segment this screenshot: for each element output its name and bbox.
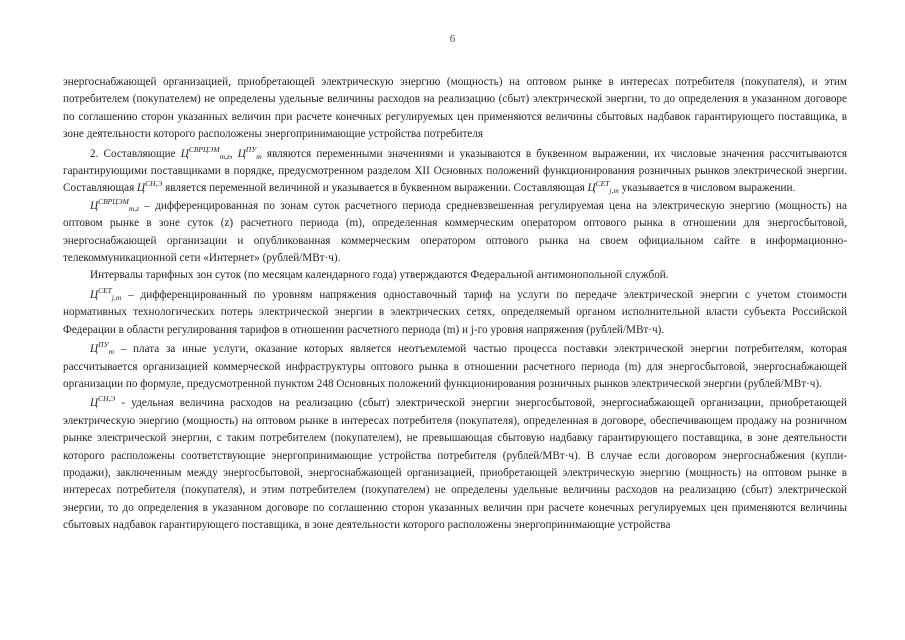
symbol-base: Ц [180, 147, 189, 160]
formula-symbol-pu [237, 144, 262, 161]
paragraph-text: - удельная величина расходов на реализацию (сбыт) электрической энергии энергосбытовой, энергоснабжающей организации, приобретающей электрическую энергию (мощность) на оптовом рынке в интересах потребителя (покупателя), определенная в договоре, обеспечивающем продажу на розничном рынке электрической энергии, с таким потребителем (покупателем), не превышающая сбытовую надбавку гарантирующего поставщика, в зоне деятельности которого расположены соответствующие энергопринимающие устройства потребителя (рублей/МВт·ч). В случае если договором энергоснабжения (купли-продажи), заключенным между энергосбытовой, энергоснабжающей организацией, приобретающей электрическую энергию (мощность) на оптовом рынке в интересах потребителя (покупателя), и этим потребителем (покупателем) не определены удельные величины расходов на реализацию (сбыт) электрической энергии, то до определения в указанном договоре по соглашению сторон указанных величин при расчете конечных регулируемых цен применяются величины сбытовых надбавок гарантирующего поставщика, в зоне деятельности которого расположены энергопринимающие устройства [63, 397, 847, 532]
symbol-superscript: СН,Э [98, 394, 116, 404]
text-fragment: , [229, 147, 238, 160]
formula-symbol-svrcem [180, 144, 230, 161]
symbol-superscript: СЕТ [98, 285, 112, 295]
text-fragment: являются переменными значениями и указываются в буквенном выражении, их числовые значения рассчитываются гарантирующими поставщиками в порядке, предусмотренном разделом XII Основных положений функционирования розничных рынков электрической энергии. Составляющая [63, 147, 847, 195]
symbol-subscript: m,z [128, 203, 140, 213]
symbol-base: Ц [90, 288, 99, 301]
symbol-superscript: СВРЦЭМ [98, 196, 129, 206]
symbol-superscript: СВРЦЭМ [188, 144, 220, 154]
symbol-subscript: m,z [219, 151, 230, 161]
symbol-superscript: ПУ [245, 144, 257, 154]
symbol-superscript: СН,Э [145, 179, 163, 189]
document-body [63, 74, 847, 535]
paragraph-text: – дифференцированная по зонам суток расчетного периода средневзвешенная регулируемая цена на электрическую энергию (мощность) на оптовом рынке в зоне суток (z) расчетного периода (m), определенная коммерческим оператором оптового рынка в отношении для энергосбытовой, энергоснабжающей организации и опубликованная коммерческим оператором оптового рынка на своем официальном сайте в информационно-телекоммуникационной сети «Интернет» (рублей/МВт·ч). [63, 199, 847, 265]
paragraph-text: – дифференцированный по уровням напряжения одноставочный тариф на услуги по передаче электрической энергии с учетом стоимости нормативных технологических потерь электрической энергии в электрических сетях, определяемый органом исполнительной власти субъекта Российской Федерации в области регулирования тарифов в отношении расчетного периода (m) и j-го уровня напряжения (рублей/МВт·ч). [63, 288, 847, 336]
paragraph-definition-sne [63, 395, 847, 534]
paragraph-components [63, 146, 847, 198]
formula-symbol-pu [90, 340, 114, 357]
formula-symbol-sne [137, 179, 163, 195]
symbol-subscript: m [256, 151, 262, 161]
text-fragment: является переменной величиной и указывается в буквенном выражении. Составляющая [162, 182, 588, 195]
symbol-subscript: j,m [111, 292, 122, 302]
text-fragment: указывается в числовом выражении. [618, 182, 796, 195]
symbol-subscript: j,m [609, 186, 619, 196]
paragraph-tariff-zones [63, 267, 847, 284]
paragraph-continuation [63, 74, 847, 144]
symbol-base: Ц [137, 182, 146, 195]
text-fragment: 2. Составляющие [90, 147, 181, 160]
formula-symbol-svrcem [90, 196, 140, 213]
paragraph-definition-svrcem [63, 198, 847, 268]
symbol-base: Ц [90, 397, 99, 410]
symbol-base: Ц [237, 147, 246, 160]
formula-symbol-set [587, 179, 619, 196]
paragraph-text: – плата за иные услуги, оказание которых является неотъемлемой частью процесса поставки электрической энергии потребителям, которая рассчитывается организацией коммерческой инфраструктуры оптового рынка в отношении расчетного периода (m) для энергосбытовой, энергоснабжающей организации по формуле, предусмотренной пунктом 248 Основных положений функционирования розничных рынков электрической энергии (рублей/МВт·ч). [63, 343, 847, 390]
paragraph-definition-set [63, 287, 847, 339]
symbol-base: Ц [587, 182, 596, 195]
paragraph-text: Интервалы тарифных зон суток (по месяцам календарного года) утверждаются Федеральной антимонопольной службой. [90, 269, 669, 282]
symbol-superscript: ПУ [98, 340, 109, 350]
page-number: 6 [449, 33, 456, 45]
symbol-superscript: СЕТ [595, 179, 610, 189]
formula-symbol-set [90, 285, 122, 302]
formula-symbol-sne [90, 394, 116, 410]
symbol-base: Ц [90, 199, 99, 212]
symbol-subscript: m [108, 347, 114, 357]
paragraph-text: энергоснабжающей организацией, приобретающей электрическую энергию (мощность) на оптовом рынке в интересах потребителя (покупателя), и этим потребителем (покупателем) не определены удельные величины расходов на реализацию (сбыт) электрической энергии, то до определения в указанном договоре по соглашению сторон указанных величин при расчете конечных регулируемых цен применяются величины сбытовых надбавок гарантирующего поставщика, в зоне деятельности которого расположены энергопринимающие устройства потребителя [63, 76, 847, 141]
symbol-base: Ц [90, 343, 99, 356]
paragraph-definition-pu [63, 341, 847, 393]
